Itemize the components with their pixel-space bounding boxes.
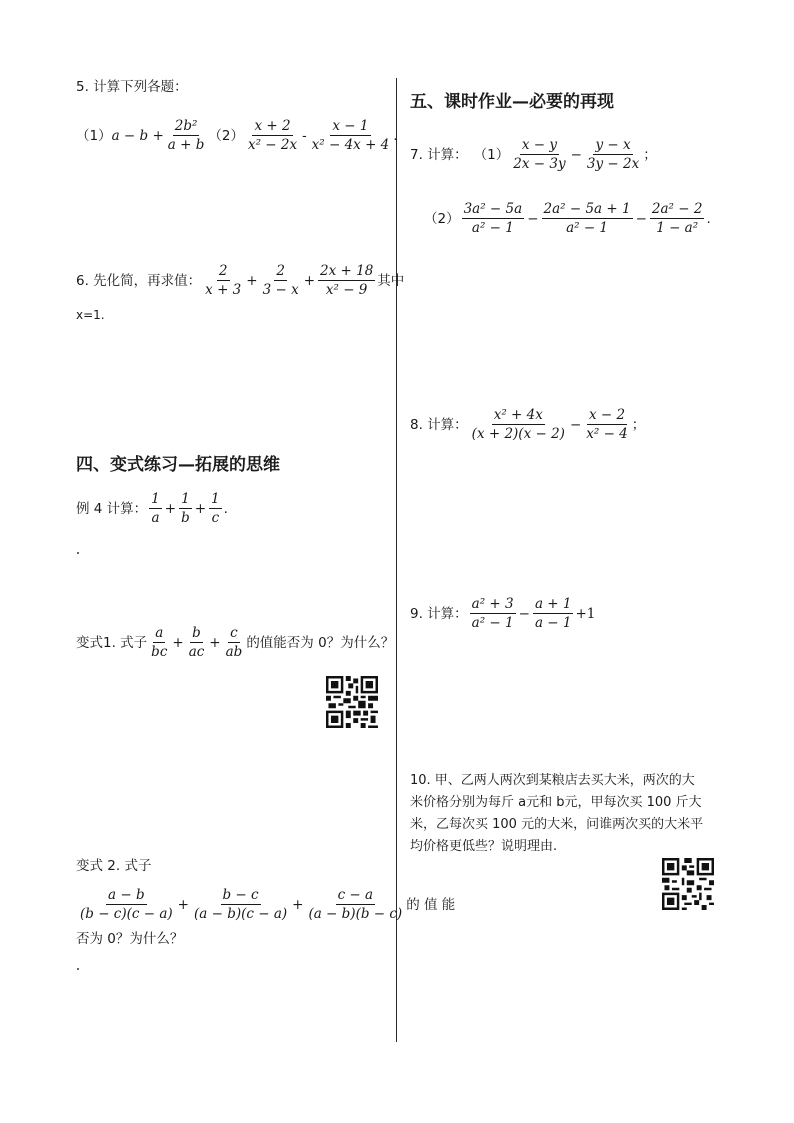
numerator: 3a² − 5a bbox=[463, 201, 523, 217]
section-4-heading: 四、变式练习—拓展的思维 bbox=[76, 455, 280, 475]
problem-9 bbox=[410, 595, 595, 632]
semicolon: ； bbox=[631, 416, 646, 433]
fraction bbox=[192, 886, 289, 923]
denominator: x² − 4 bbox=[586, 426, 628, 442]
denominator: (b − c)(c − a) bbox=[80, 906, 173, 922]
numerator: x − 1 bbox=[332, 118, 369, 134]
period: . bbox=[223, 500, 228, 517]
fraction bbox=[224, 624, 245, 661]
numerator: y − x bbox=[595, 137, 631, 153]
fraction bbox=[533, 595, 574, 632]
denominator: a² − 1 bbox=[471, 220, 514, 236]
problem-10-line4: 均价格更低些？说明理由. bbox=[410, 839, 558, 854]
problem-10-line2: 米价格分别为每斤 a元和 b元，甲每次买 100 斤大 bbox=[410, 795, 702, 810]
problem-5-sub2: （2） bbox=[208, 127, 244, 144]
fraction bbox=[246, 117, 299, 154]
denominator: a − 1 bbox=[534, 615, 572, 631]
denominator: 1 − a² bbox=[656, 220, 699, 236]
operator: − bbox=[569, 416, 582, 433]
operator: + bbox=[194, 500, 207, 517]
fraction bbox=[310, 117, 392, 154]
problem-7-part-1 bbox=[410, 136, 657, 173]
numerator: a bbox=[155, 625, 164, 641]
denominator: bc bbox=[151, 644, 168, 660]
section-5-heading: 五、课时作业—必要的再现 bbox=[410, 92, 614, 112]
fraction bbox=[470, 406, 567, 443]
operator: - bbox=[302, 127, 307, 144]
denominator: ac bbox=[188, 644, 205, 660]
fraction bbox=[209, 490, 222, 527]
example-4-label: 例 4 计算： bbox=[76, 500, 148, 517]
denominator: a² − 1 bbox=[566, 220, 609, 236]
problem-6-line2: x=1. bbox=[76, 308, 105, 322]
numerator: b bbox=[192, 625, 201, 641]
problem-6-tail: 其中 bbox=[377, 272, 405, 289]
operator: − bbox=[527, 210, 539, 227]
fraction bbox=[650, 200, 705, 237]
fraction bbox=[179, 490, 192, 527]
fraction bbox=[203, 262, 243, 299]
problem-6-title: 6. 先化简，再求值： bbox=[76, 272, 202, 289]
operator: + bbox=[172, 634, 184, 651]
example-4 bbox=[76, 490, 228, 527]
fraction bbox=[511, 136, 567, 173]
denominator: (x + 2)(x − 2) bbox=[471, 426, 565, 442]
problem-10-line1: 10. 甲、乙两人两次到某粮店去买大米，两次的大 bbox=[410, 773, 695, 788]
fraction bbox=[78, 886, 175, 923]
fraction bbox=[261, 262, 301, 299]
fraction bbox=[584, 406, 630, 443]
denominator: x + 3 bbox=[205, 282, 242, 298]
denominator: 2x − 3y bbox=[513, 156, 566, 172]
denominator: c bbox=[211, 510, 220, 526]
numerator: 2 bbox=[276, 263, 285, 279]
numerator: c − a bbox=[337, 887, 374, 903]
period: . bbox=[393, 127, 398, 144]
fraction bbox=[542, 200, 633, 237]
variant-1-label: 变式1. 式子 bbox=[76, 634, 148, 651]
fraction bbox=[149, 624, 169, 661]
denominator: 3y − 2x bbox=[586, 156, 640, 172]
problem-9-label: 9. 计算： bbox=[410, 605, 468, 622]
variant-1 bbox=[76, 624, 394, 661]
fraction bbox=[462, 200, 525, 237]
numerator: b − c bbox=[222, 887, 259, 903]
numerator: a − b bbox=[108, 887, 145, 903]
denominator: a + b bbox=[167, 137, 205, 153]
denominator: (a − b)(c − a) bbox=[193, 906, 288, 922]
problem-7-sub1: （1） bbox=[473, 146, 510, 163]
fraction bbox=[149, 490, 162, 527]
numerator: c bbox=[230, 625, 238, 641]
variant-2-tail: 的 值 能 bbox=[406, 896, 456, 913]
numerator: 1 bbox=[181, 491, 190, 507]
numerator: 2a² − 5a + 1 bbox=[543, 201, 631, 217]
operator: − bbox=[570, 146, 582, 163]
denominator: ab bbox=[225, 644, 243, 660]
variant-1-tail: 的值能否为 0？为什么？ bbox=[246, 634, 395, 651]
variant-2-expression bbox=[76, 886, 455, 923]
denominator: a bbox=[151, 510, 160, 526]
fraction bbox=[187, 624, 207, 661]
problem-8-label: 8. 计算： bbox=[410, 416, 468, 433]
numerator: 1 bbox=[211, 491, 220, 507]
denominator: b bbox=[181, 510, 190, 526]
problem-7-label: 7. 计算： bbox=[410, 146, 468, 163]
numerator: a + 1 bbox=[534, 596, 572, 612]
problem-9-tail: +1 bbox=[575, 605, 596, 622]
qr-code-icon bbox=[662, 858, 714, 910]
problem-5-title: 5. 计算下列各题： bbox=[76, 79, 188, 95]
qr-code-icon bbox=[326, 676, 378, 728]
problem-7-part-2 bbox=[424, 200, 711, 237]
numerator: x + 2 bbox=[254, 118, 291, 134]
fraction bbox=[585, 136, 641, 173]
problem-10 bbox=[410, 770, 703, 858]
denominator: x² − 9 bbox=[325, 282, 368, 298]
numerator: x − y bbox=[521, 137, 557, 153]
operator: + bbox=[209, 634, 221, 651]
operator: − bbox=[635, 210, 647, 227]
problem-8 bbox=[410, 406, 645, 443]
problem-5-sub1: （1） bbox=[76, 127, 112, 144]
numerator: x² + 4x bbox=[493, 407, 543, 423]
stray-dot bbox=[77, 552, 79, 554]
problem-5-expressions bbox=[76, 117, 398, 154]
semicolon: ； bbox=[643, 146, 657, 163]
variant-2-line3: 否为 0？为什么？ bbox=[76, 931, 184, 947]
fraction bbox=[166, 117, 207, 154]
denominator: x² − 4x + 4 bbox=[311, 137, 390, 153]
expr-lead: a − b + bbox=[111, 127, 164, 144]
problem-6 bbox=[76, 262, 404, 299]
operator: + bbox=[292, 896, 304, 913]
fraction bbox=[318, 262, 375, 299]
numerator: 2b² bbox=[174, 118, 198, 134]
variant-2-label: 变式 2. 式子 bbox=[76, 858, 152, 874]
operator: + bbox=[246, 272, 258, 289]
denominator: 3 − x bbox=[262, 282, 299, 298]
problem-7-sub2: （2） bbox=[424, 210, 460, 227]
denominator: x² − 2x bbox=[247, 137, 298, 153]
operator: + bbox=[303, 272, 316, 289]
numerator: 1 bbox=[151, 491, 160, 507]
operator: − bbox=[518, 605, 530, 622]
fraction bbox=[470, 595, 516, 632]
numerator: 2 bbox=[218, 263, 228, 279]
stray-dot bbox=[77, 968, 79, 970]
numerator: 2x + 18 bbox=[320, 263, 374, 279]
denominator: (a − b)(b − c) bbox=[308, 906, 403, 922]
operator: + bbox=[164, 500, 177, 517]
problem-10-line3: 米，乙每次买 100 元的大米，问谁两次买的大米平 bbox=[410, 817, 704, 832]
numerator: a² + 3 bbox=[471, 596, 514, 612]
numerator: x − 2 bbox=[588, 407, 626, 423]
fraction bbox=[306, 886, 404, 923]
operator: + bbox=[177, 896, 189, 913]
period: . bbox=[706, 210, 711, 227]
denominator: a² − 1 bbox=[471, 615, 514, 631]
numerator: 2a² − 2 bbox=[651, 201, 703, 217]
